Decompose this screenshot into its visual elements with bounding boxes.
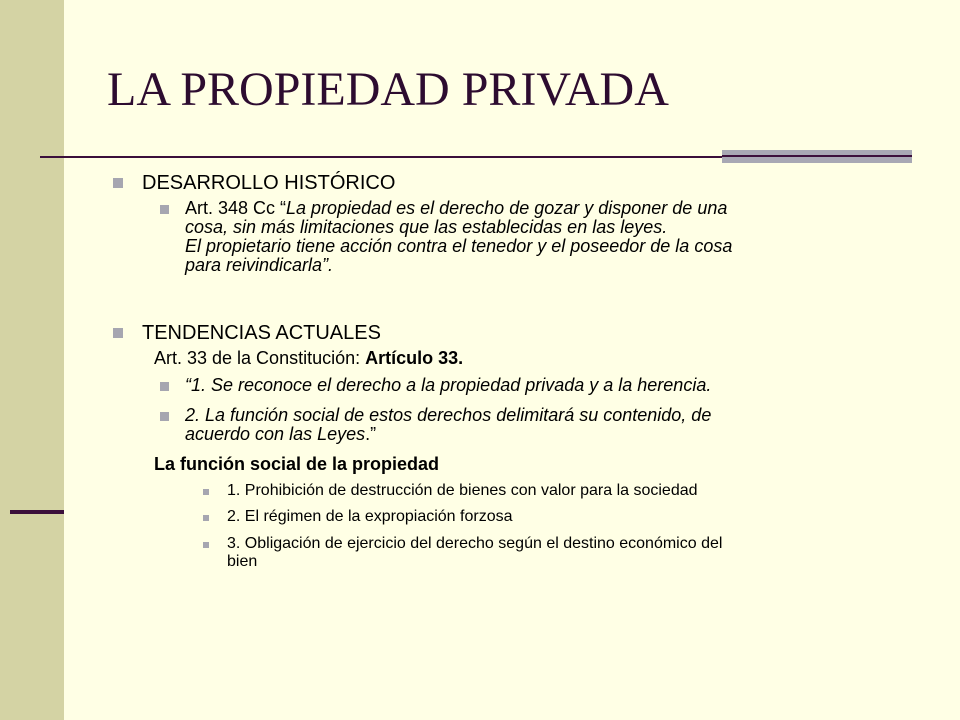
constitution-article: Artículo 33. <box>365 348 464 368</box>
bullet-square-icon <box>160 205 169 214</box>
side-band <box>0 0 64 720</box>
section-heading-historico: DESARROLLO HISTÓRICO <box>142 172 396 194</box>
art-348-quote-2: cosa, sin más limitaciones que las establecidas en las leyes. <box>185 217 668 237</box>
social-function-item-3-line-2: bien <box>227 553 258 570</box>
art-348-lead: Art. 348 Cc “ <box>185 198 287 218</box>
slide-title: LA PROPIEDAD PRIVADA <box>107 63 669 116</box>
social-function-heading: La función social de la propiedad <box>154 454 440 474</box>
article-33-point-2-line-2 <box>185 425 376 444</box>
title-divider-accent-line <box>722 155 912 157</box>
constitution-reference <box>154 349 463 368</box>
bullet-square-icon <box>160 382 169 391</box>
article-33-point-2-text: acuerdo con las Leyes <box>185 424 366 444</box>
art-348-line-1 <box>185 199 727 218</box>
bullet-square-icon <box>203 542 209 548</box>
social-function-item-1: 1. Prohibición de destrucción de bienes con valor para la sociedad <box>227 482 698 499</box>
art-348-quote-3: El propietario tiene acción contra el tenedor y el poseedor de la cosa <box>185 236 733 256</box>
section-heading-tendencias: TENDENCIAS ACTUALES <box>142 322 381 344</box>
bullet-square-icon <box>113 178 123 188</box>
art-348-quote-4: para reivindicarla”. <box>185 255 334 275</box>
bullet-square-icon <box>203 489 209 495</box>
constitution-prefix: Art. 33 de la Constitución: <box>154 348 366 368</box>
art-348-quote-1: La propiedad es el derecho de gozar y disponer de una <box>286 198 728 218</box>
article-33-point-2-line-1: 2. La función social de estos derechos delimitará su contenido, de <box>185 405 712 425</box>
bullet-square-icon <box>203 515 209 521</box>
bullet-square-icon <box>113 328 123 338</box>
bullet-square-icon <box>160 412 169 421</box>
social-function-item-2: 2. El régimen de la expropiación forzosa <box>227 508 513 525</box>
social-function-item-3-line-1: 3. Obligación de ejercicio del derecho según el destino económico del <box>227 535 723 552</box>
article-33-point-2-end: .” <box>365 424 377 444</box>
side-accent-bar <box>10 510 64 514</box>
article-33-point-1: “1. Se reconoce el derecho a la propiedad privada y a la herencia. <box>185 375 712 395</box>
